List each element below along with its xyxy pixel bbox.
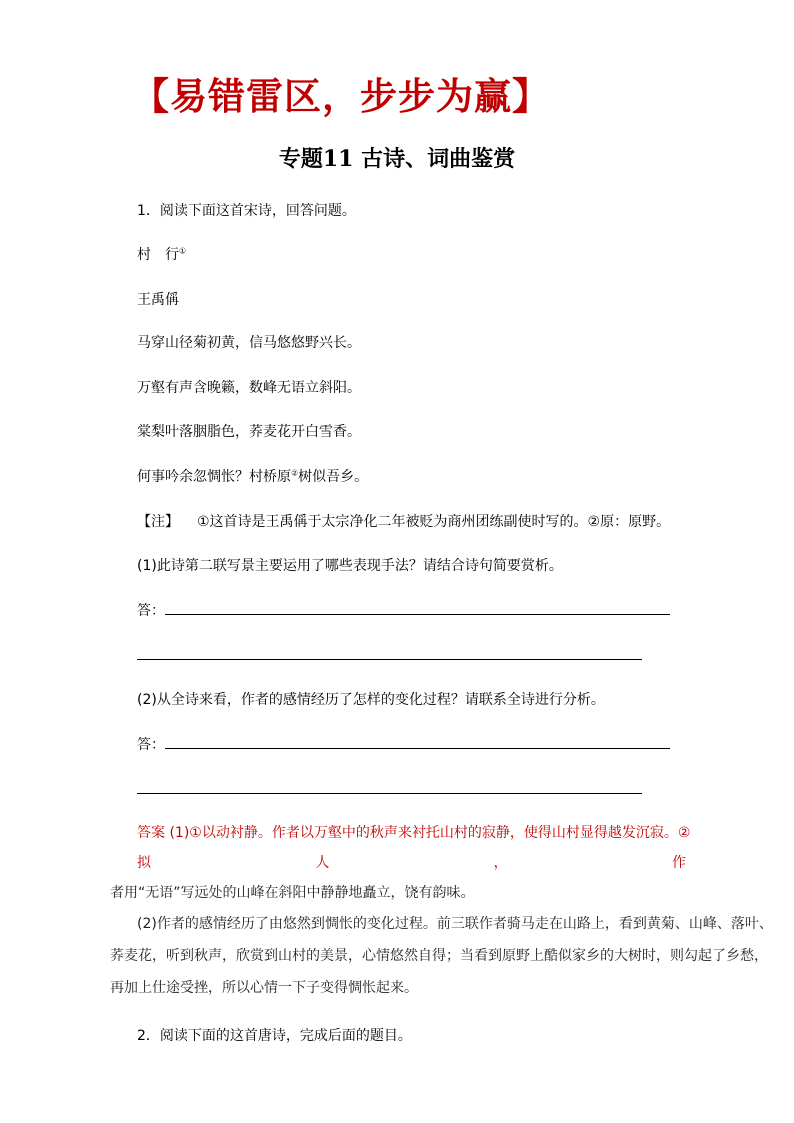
answer-part-2-line-3: 再加上仕途受挫，所以心情一下子变得惆怅起来。 [110, 980, 418, 996]
question-1-prompt: 1．阅读下面这首宋诗，回答问题。 [137, 203, 356, 219]
answer-part-2-line-2: 荞麦花，听到秋声，欣赏到山村的美景，心情悠然自得；当看到原野上酷似家乡的大树时，则勾起了乡愁， [110, 948, 768, 964]
poem-line-3: 棠梨叶落胭脂色，荞麦花开白雪香。 [137, 424, 361, 440]
answer-label: 答： [137, 737, 165, 753]
answer-spread-line: 拟 人 ， 作 [137, 855, 686, 871]
note-text: ①这首诗是王禹偁于太宗净化二年被贬为商州团练副使时写的。②原：原野。 [197, 514, 671, 530]
answer-line [137, 659, 642, 660]
poem-line-2: 万壑有声含晚籁，数峰无语立斜阳。 [137, 380, 361, 396]
note-label: 【注】 [137, 514, 179, 530]
footnote-mark: ① [179, 246, 187, 256]
answer-label: 答： [137, 603, 165, 619]
answer-line [137, 793, 642, 794]
poem-note [137, 511, 670, 531]
page-title: 专题11 古诗、词曲鉴赏 [278, 146, 516, 172]
answer-line [165, 748, 670, 749]
answer-line [165, 614, 670, 615]
sub-question-1: (1)此诗第二联写景主要运用了哪些表现手法？请结合诗句简要赏析。 [137, 558, 563, 574]
poem-author: 王禹偁 [137, 292, 179, 308]
answer-line-3: 者用“无语”写远处的山峰在斜阳中静静地矗立，饶有韵味。 [110, 885, 475, 901]
poem-line-1: 马穿山径菊初黄，信马悠悠野兴长。 [137, 335, 361, 351]
sub-question-2: (2)从全诗来看，作者的感情经历了怎样的变化过程？请联系全诗进行分析。 [137, 692, 605, 708]
section-banner: 【易错雷区，步步为赢】 [132, 74, 550, 118]
answer-line-1: 答案 (1)①以动衬静。作者以万壑中的秋声来衬托山村的寂静，使得山村显得越发沉寂。② [137, 825, 691, 841]
poem-title: 村 行① [137, 246, 187, 263]
poem-line-4: 何事吟余忽惆怅？村桥原②树似吾乡。 [137, 468, 369, 485]
question-2-prompt: 2．阅读下面的这首唐诗，完成后面的题目。 [137, 1028, 412, 1044]
answer-part-2-line-1: (2)作者的感情经历了由悠然到惆怅的变化过程。前三联作者骑马走在山路上，看到黄菊、山峰、落叶、 [137, 916, 773, 932]
footnote-mark: ② [291, 468, 299, 478]
